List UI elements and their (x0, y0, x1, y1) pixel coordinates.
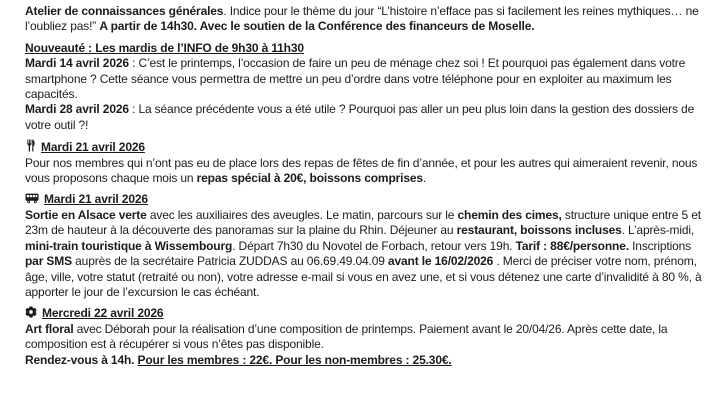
info-tuesdays-heading-text: Nouveauté : Les mardis de l’INFO de 9h30 à 11h30 (25, 40, 304, 55)
intro-title: Atelier de connaissances générales (25, 4, 224, 18)
excursion-text-6: auprès de la secrétaire Patricia ZUDDAS au 06.69.49.04.09 (71, 254, 388, 269)
floral-paragraph (25, 322, 706, 353)
flower-icon (25, 306, 37, 318)
excursion-sms: par SMS (25, 254, 72, 269)
excursion-paragraph (25, 208, 706, 300)
excursion-text-1: avec les auxiliaires des aveugles. Le matin, parcours sur le (146, 207, 458, 222)
excursion-text-2: structure unique entre 5 et 23m de hauteur à la découverte des panoramas sur la plaine du Rhin. Déjeuner au (25, 207, 701, 238)
floral-rdv-line (25, 353, 706, 368)
fork-knife-icon (25, 139, 36, 152)
excursion-price: Tarif : 88€/personne. (515, 238, 629, 253)
excursion-section (25, 192, 706, 300)
floral-title: Art floral (25, 321, 74, 336)
excursion-heading (25, 192, 706, 207)
floral-prices: Pour les membres : 22€. Pour les non-membres : 25.30€. (137, 352, 452, 367)
meal-text-lead: Pour nos membres qui n’ont pas eu de place lors des repas de fêtes de fin d’année, et pour les autres qui aimeraient revenir, nous vous proposons chaque mois un (25, 155, 698, 186)
info-tuesdays-section (25, 41, 706, 133)
info-tuesdays-heading (25, 41, 706, 56)
excursion-highlight-restaurant: restaurant, boissons incluses (456, 223, 622, 238)
bus-icon (25, 192, 39, 204)
floral-text: avec Déborah pour la réalisation d’une composition de printemps. Paiement avant le 20/04/26. Après cette date, la composition est à récupérer si vous n’êtes pas disponible. (25, 321, 668, 352)
excursion-text-5: Inscriptions (628, 238, 692, 253)
meal-paragraph (25, 156, 706, 187)
intro-paragraph (25, 4, 706, 35)
session-2-date: Mardi 28 avril 2026 (25, 102, 129, 117)
floral-section (25, 306, 706, 368)
meal-section (25, 139, 706, 186)
meal-date: Mardi 21 avril 2026 (41, 140, 145, 155)
session-2-paragraph (25, 102, 706, 133)
excursion-text-3: . L’après-midi, (621, 223, 695, 238)
excursion-title: Sortie en Alsace verte (25, 207, 147, 222)
excursion-highlight-train: mini-train touristique à Wissembourg (25, 238, 233, 253)
intro-section (25, 4, 706, 35)
meal-text-end: . (422, 171, 427, 186)
excursion-deadline: avant le 16/02/2026 (387, 254, 494, 269)
session-2-text: : La séance précédente vous a été utile ? Pourquoi pas aller un peu plus loin dans la gestion des dossiers de votre outil ?! (25, 102, 695, 132)
floral-heading (25, 306, 706, 321)
meal-heading (25, 139, 706, 155)
floral-date: Mercredi 22 avril 2026 (42, 306, 164, 321)
session-1-paragraph (25, 56, 706, 102)
session-1-date: Mardi 14 avril 2026 (25, 56, 129, 71)
intro-body-text: . Indice pour le thème du jour “L’histoire n’efface pas si facilement les reines mythiques… ne l’oubliez pas!” (25, 4, 699, 34)
excursion-highlight-cimes: chemin des cimes, (457, 207, 562, 222)
excursion-text-7: . Merci de préciser votre nom, prénom, âge, ville, votre statut (retraité ou non), votre adresse e-mail si vous en avez une, et si vous détenez une carte d’invalidité à 80 %, à apporter le jour de l’excursion le cas échéant. (25, 254, 702, 299)
session-1-text: : C’est le printemps, l’occasion de faire un peu de ménage chez soi ! Et pourquoi pas également dans votre smartphone ? Cette séance vous permettra de mettre un peu d’ordre dans votre téléphone pour en exploiter au maximum les capacités. (25, 56, 686, 102)
floral-rdv: Rendez-vous à 14h. (25, 352, 138, 367)
meal-offer: repas spécial à 20€, boissons comprises (196, 171, 423, 186)
excursion-text-4: . Départ 7h30 du Novotel de Forbach, retour vers 19h. (232, 238, 516, 253)
intro-schedule: A partir de 14h30. Avec le soutien de la Conférence des financeurs de Moselle. (99, 19, 535, 34)
excursion-date: Mardi 21 avril 2026 (44, 192, 148, 207)
